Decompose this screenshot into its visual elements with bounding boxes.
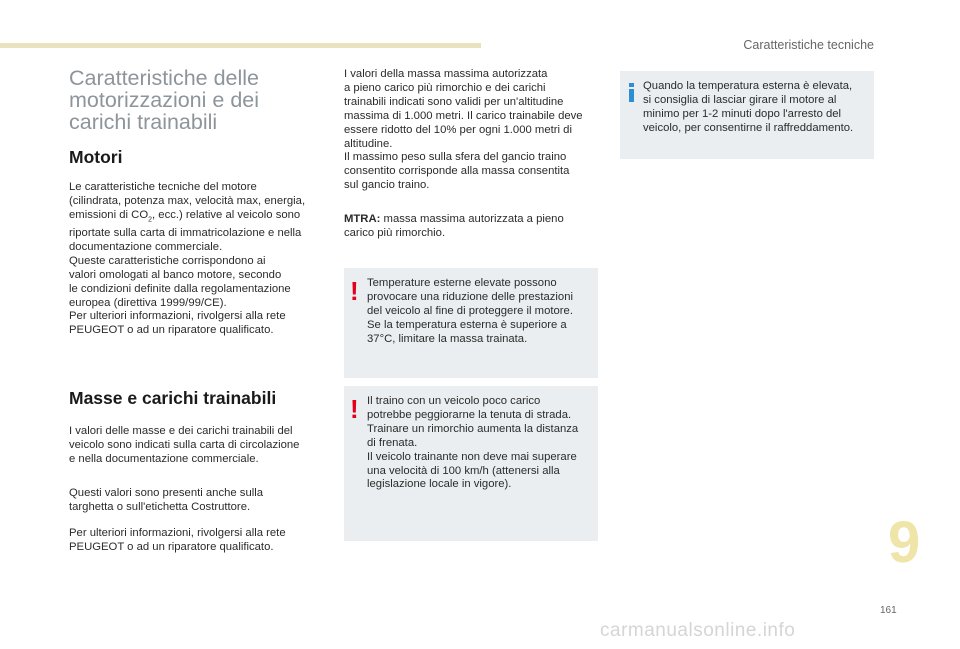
motori-heading: Motori (69, 147, 123, 167)
middle-column (344, 68, 602, 241)
page-title: Caratteristiche delle motorizzazioni e dei carichi trainabili (69, 66, 260, 134)
massa-paragraph: I valori della massa massima autorizzata a pieno carico più rimorchio e dei carichi trainabili indicati sono validi per un'altitudine massima di 1.000 metri. Il carico trainabile deve essere ridotto del 10% per ogni 1.000 metri di altitudine. Il massimo peso sulla sfera del gancio traino consentito corrisponde alla massa consentita sul gancio traino. (344, 68, 583, 192)
masse-paragraph-1: I valori delle masse e dei carichi trainabili del veicolo sono indicati sulla carta di circolazione e nella documentazione commerciale. (69, 425, 300, 466)
mtra-label: MTRA: (344, 213, 381, 226)
masse-paragraph-2: Questi valori sono presenti anche sulla targhetta o sull'etichetta Costruttore. (69, 486, 264, 513)
left-column (69, 67, 327, 555)
warning-text-towing: Il traino con un veicolo poco carico potrebbe peggiorarne la tenuta di strada. Trainare un rimorchio aumenta la distanza di frenata. Il veicolo trainante non deve mai superare una velocità di 100 km/h (attenersi alla legislazione locale in vigore). (367, 395, 579, 491)
warning-icon: ! (350, 276, 359, 306)
warning-box-temperature (344, 268, 598, 378)
warning-icon: ! (350, 394, 359, 424)
motori-paragraph: Le caratteristiche tecniche del motore (cilindrata, potenza max, velocità max, energia, emissioni di $CO_2$, ecc.) relative al veicolo sono riportate sulla carta di immatricolazione e nella documentazione commerciale. Queste caratteristiche corrispondono ai valori omologati al banco motore, secondo le condizioni definite dalla regolamentazione europea (direttiva 1999/99/CE). Per ulteriori informazioni, rivolgersi alla rete PEUGEOT o ad un riparatore qualificato. (69, 181, 306, 337)
info-box-cooling (620, 71, 874, 159)
warning-box-towing (344, 386, 598, 541)
page-number: 161 (880, 605, 897, 616)
mtra-paragraph: MTRA: massa massima autorizzata a pieno carico più rimorchio. (344, 213, 564, 240)
masse-heading: Masse e carichi trainabili (69, 388, 277, 409)
section-header: Caratteristiche tecniche (743, 38, 874, 52)
watermark: carmanualsonline.info (600, 620, 796, 641)
chapter-number: 9 (888, 510, 921, 575)
info-icon (629, 83, 634, 102)
header-bar (0, 43, 481, 48)
masse-paragraph-3: Per ulteriori informazioni, rivolgersi alla rete PEUGEOT o ad un riparatore qualificato. (69, 526, 286, 553)
info-text-cooling: Quando la temperatura esterna è elevata, si consiglia di lasciar girare il motore al minimo per 1-2 minuti dopo l'arresto del veicolo, per consentirne il raffreddamento. (643, 80, 854, 134)
warning-text-temperature: Temperature esterne elevate possono provocare una riduzione delle prestazioni del veicolo al fine di proteggere il motore. Se la temperatura esterna è superiore a 37°C, limitare la massa trainata. (367, 277, 573, 345)
